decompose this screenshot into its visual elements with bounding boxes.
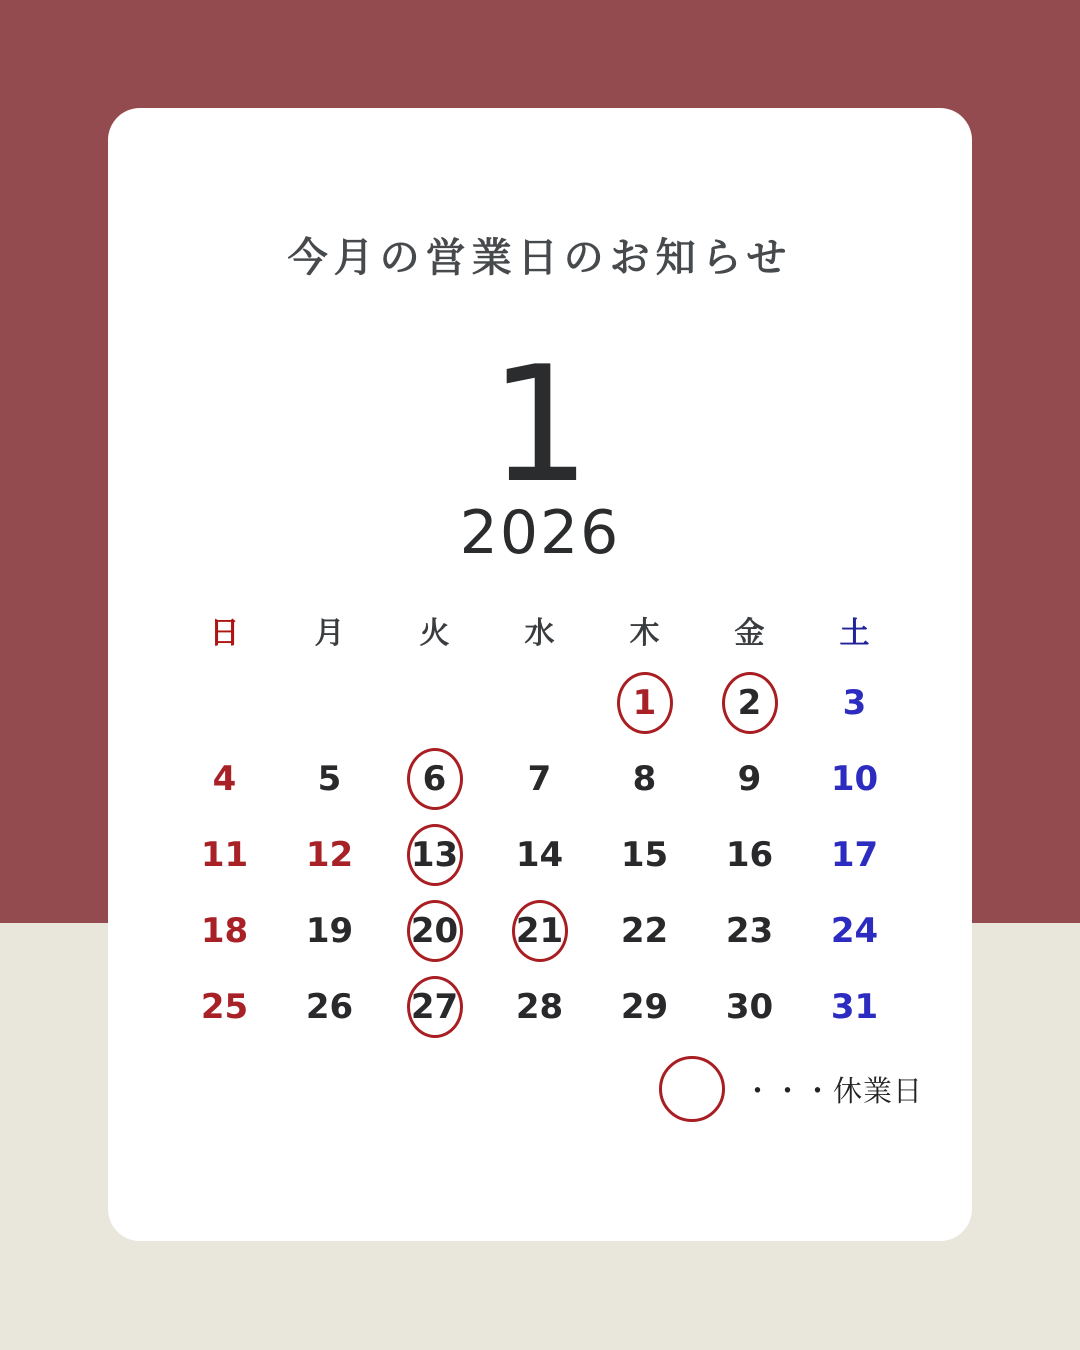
day-number: 2 [737,683,762,723]
weekday-header-weekday: 月 [314,616,345,651]
legend-label: ・・・休業日 [743,1073,924,1108]
calendar-day-15 [592,817,697,893]
day-number: 30 [725,987,774,1027]
calendar-day-17 [802,817,907,893]
day-number: 1 [632,683,657,723]
day-number: 15 [620,835,669,875]
empty-day-cell [382,665,487,741]
calendar-day-12 [277,817,382,893]
calendar-day-1 [592,665,697,741]
weekday-header-weekday: 水 [524,616,555,651]
legend [659,1056,923,1122]
calendar-day-30 [697,969,802,1045]
day-number: 31 [830,987,879,1027]
day-number: 5 [317,759,342,799]
calendar-day-21 [487,893,592,969]
page-title: 今月の営業日のお知らせ [287,235,793,281]
calendar-day-6 [382,741,487,817]
day-number: 24 [830,911,879,951]
day-number: 13 [410,835,459,875]
notice-card [108,108,972,1241]
day-number: 20 [410,911,459,951]
day-number: 22 [620,911,669,951]
calendar-day-3 [802,665,907,741]
calendar-day-23 [697,893,802,969]
day-number: 11 [200,835,249,875]
day-number: 10 [830,759,879,799]
calendar-day-5 [277,741,382,817]
day-number: 28 [515,987,564,1027]
year-label: 2026 [459,498,621,568]
calendar-grid [172,595,907,1045]
calendar-day-22 [592,893,697,969]
weekday-header-weekday: 火 [419,616,450,651]
day-number: 3 [842,683,867,723]
calendar-day-11 [172,817,277,893]
month-number: 1 [489,331,591,518]
day-number: 7 [527,759,552,799]
day-number: 17 [830,835,879,875]
calendar-day-4 [172,741,277,817]
weekday-header-weekday: 木 [629,616,660,651]
day-number: 16 [725,835,774,875]
calendar-day-24 [802,893,907,969]
day-number: 21 [515,911,564,951]
day-number: 23 [725,911,774,951]
day-number: 12 [305,835,354,875]
calendar-day-28 [487,969,592,1045]
calendar-day-13 [382,817,487,893]
day-number: 4 [212,759,237,799]
weekday-header-saturday: 土 [839,616,870,651]
closed-day-circle-icon [659,1056,725,1122]
calendar-day-26 [277,969,382,1045]
calendar-day-2 [697,665,802,741]
calendar-day-18 [172,893,277,969]
calendar-day-14 [487,817,592,893]
calendar-day-16 [697,817,802,893]
day-number: 26 [305,987,354,1027]
calendar-day-19 [277,893,382,969]
day-number: 29 [620,987,669,1027]
calendar-day-29 [592,969,697,1045]
day-number: 27 [410,987,459,1027]
calendar-day-8 [592,741,697,817]
day-number: 8 [632,759,657,799]
calendar-day-9 [697,741,802,817]
day-number: 6 [422,759,447,799]
calendar-day-7 [487,741,592,817]
weekday-header-sunday: 日 [209,616,240,651]
empty-day-cell [277,665,382,741]
day-number: 9 [737,759,762,799]
empty-day-cell [487,665,592,741]
calendar-day-20 [382,893,487,969]
day-number: 25 [200,987,249,1027]
empty-day-cell [172,665,277,741]
calendar-day-31 [802,969,907,1045]
calendar-day-10 [802,741,907,817]
day-number: 14 [515,835,564,875]
calendar-day-25 [172,969,277,1045]
weekday-header-weekday: 金 [734,616,765,651]
day-number: 18 [200,911,249,951]
calendar-day-27 [382,969,487,1045]
day-number: 19 [305,911,354,951]
